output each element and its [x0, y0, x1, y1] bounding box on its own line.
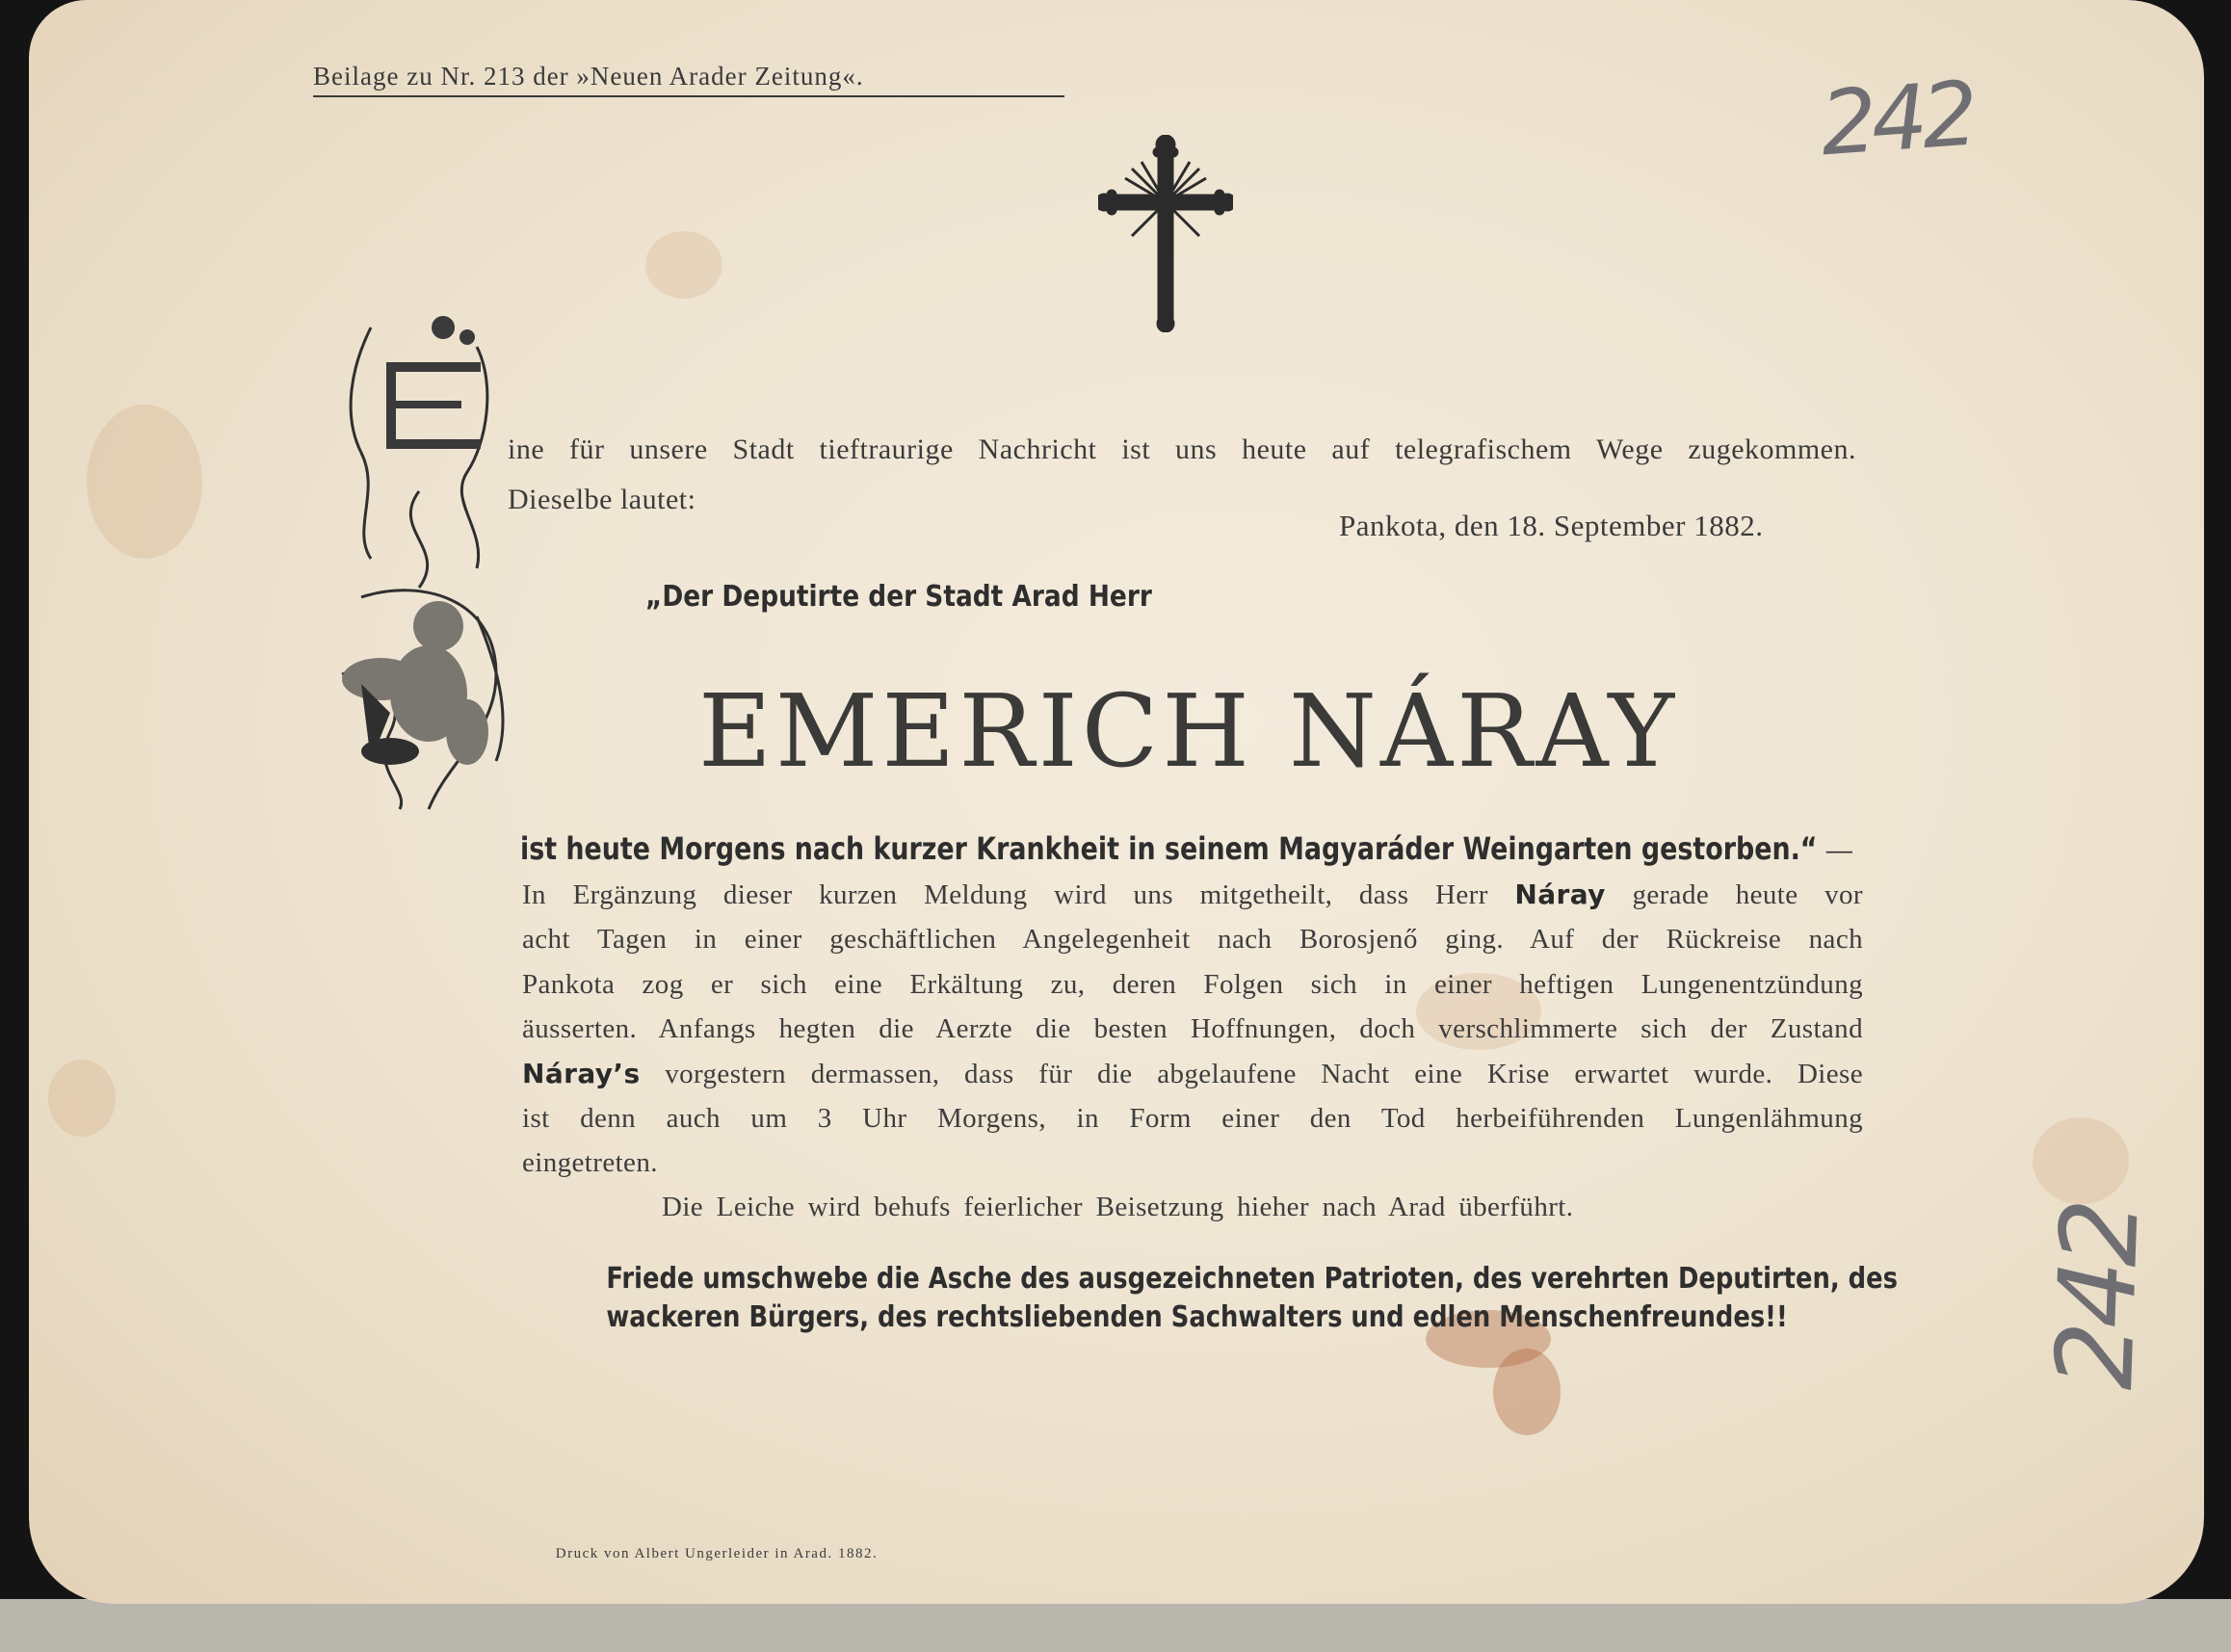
age-stain — [48, 1060, 116, 1137]
obituary-sheet — [29, 0, 2204, 1604]
body-line: acht Tagen in einer geschäftlichen Angelegenheit nach Borosjenő ging. Auf der Rückreise nach — [522, 924, 1863, 956]
transfer-notice: Die Leiche wird behufs feierlicher Beisetzung hieher nach Arad überführt. — [662, 1192, 1574, 1222]
closing-line: Friede umschwebe die Asche des ausgezeichneten Patrioten, des verehrten Deputirten, des — [606, 1262, 1898, 1296]
dash: — — [1825, 831, 1852, 866]
death-statement-text: ist heute Morgens nach kurzer Krankheit in seinem Magyaráder Weingarten gestorben.“ — [520, 830, 1818, 867]
age-stain — [2033, 1117, 2129, 1204]
body-line: äusserten. Anfangs hegten die Aerzte die besten Hoffnungen, doch verschlimmerte sich der Zustand — [522, 1013, 1863, 1045]
body-text-segment: In Ergänzung dieser kurzen Meldung wird uns mitgetheilt, dass Herr — [522, 879, 1488, 910]
supplement-header: Beilage zu Nr. 213 der »Neuen Arader Zeitung«. — [313, 62, 1064, 97]
body-line — [522, 873, 1863, 917]
ornamental-cross-icon — [1098, 135, 1233, 332]
background-edge — [0, 1599, 2231, 1652]
printer-imprint — [29, 1546, 2204, 1562]
age-stain — [87, 405, 202, 559]
body-paragraph — [522, 873, 1863, 1186]
pencil-inventory-number: 242 — [1817, 62, 1977, 176]
death-statement — [520, 830, 1852, 867]
printer-imprint-text: Druck von Albert Ungerleider in Arad. 1882. — [555, 1546, 879, 1561]
name-emphasis: Náray’s — [522, 1057, 641, 1089]
deceased-name: EMERICH NÁRAY — [698, 672, 1678, 790]
body-text-segment: gerade heute vor — [1632, 879, 1863, 910]
rust-stain — [1493, 1349, 1561, 1435]
closing-blessing — [511, 1260, 1898, 1337]
body-line — [522, 1052, 1863, 1096]
body-line: Pankota zog er sich eine Erkältung zu, deren Folgen sich in einer heftigen Lungenentzündung — [522, 968, 1863, 1000]
quote-heading: „Der Deputirte der Stadt Arad Herr — [645, 580, 1152, 614]
body-text-segment: vorgestern dermassen, dass für die abgelaufene Nacht eine Krise erwartet wurde. Diese — [665, 1058, 1863, 1089]
body-line: eingetreten. — [522, 1147, 658, 1179]
pencil-inventory-number-side: 242 — [2033, 1202, 2163, 1392]
age-stain — [645, 231, 722, 299]
intro-line-continuation: Dieselbe lautet: — [508, 484, 696, 515]
body-line: ist denn auch um 3 Uhr Morgens, in Form einer den Tod herbeiführenden Lungenlähmung — [522, 1103, 1863, 1135]
decorated-initial-E-with-cherub — [332, 308, 515, 819]
intro-line: ine für unsere Stadt tieftraurige Nachricht ist uns heute auf telegrafischem Wege zugekommen. — [508, 433, 1856, 465]
closing-line: wackeren Bürgers, des rechtsliebenden Sachwalters und edlen Menschenfreundes!! — [606, 1300, 1788, 1334]
dateline: Pankota, den 18. September 1882. — [1339, 509, 1764, 542]
name-emphasis: Náray — [1514, 878, 1606, 910]
